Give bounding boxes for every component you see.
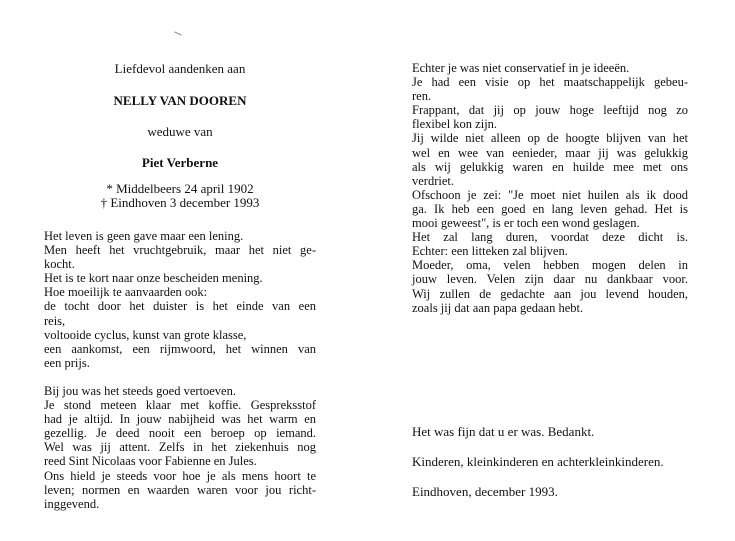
text-line: Hoe moeilijk te aanvaarden ook: [44,285,208,300]
text-line: Het leven is geen gave maar een lening. [44,229,244,243]
text-line: reis, [44,313,66,328]
text-line: Het is te kort naar onze bescheiden mening. [44,271,263,286]
text-line: Je had een visie op het maatschappelijk gebeu- [412,75,688,90]
text-line: ren. [412,89,432,104]
text-line: Bij jou was het steeds goed vertoeven. [44,383,236,398]
text-line: Ofschoon je zei: "Je moet niet huilen als ik dood [412,187,688,202]
text-line: Ons hield je steeds voor hoe je als mens hoort te [44,468,316,483]
text-line: Frappant, dat jij op jouw hoge leeftijd nog zo [412,103,688,118]
text-line: zoals jij dat aan papa gedaan hebt. [412,300,584,315]
text-line: als wij gelukkig waren en huilde mee met ons [412,159,688,174]
text-line: inggevend. [44,496,100,511]
text-line: een prijs. [44,355,90,370]
text-line: Echter je was niet conservatief in je ideeën. [412,61,630,75]
family-line: Kinderen, kleinkinderen en achterkleinkinderen. [412,454,664,469]
text-line: leven; normen en waarden waren voor jou richt- [44,482,316,497]
text-line: gezellig. Je deed nooit een beroep op iemand. [44,426,316,441]
text-line: verdriet. [412,173,454,188]
text-line: ga. Ik heb een goed en lang leven gehad. Het is [412,201,688,216]
thanks-line: Het was fijn dat u er was. Bedankt. [412,424,595,439]
text-line: Echter: een litteken zal blijven. [412,244,568,259]
text-line: Wel was jij attent. Zelfs in het ziekenhuis nog [44,440,316,455]
text-line: mooi geweest", is er toch een wond geslagen. [412,216,640,231]
right-column [412,61,688,315]
text-line: Moeder, oma, velen hebben mogen delen in [412,258,688,273]
relation-line: weduwe van [147,124,213,139]
text-line: reed Sint Nicolaas voor Fabienne en Jules. [44,454,257,469]
birth-line: * Middelbeers 24 april 1902 [106,181,254,196]
text-line: voltooide cyclus, kunst van grote klasse, [44,327,247,342]
poem-stanza [44,229,316,370]
text-line: kocht. [44,257,75,272]
life-dates [44,182,316,210]
print-mark [174,31,182,35]
text-line: de tocht door het duister is het einde van een [44,299,316,314]
place-date-line: Eindhoven, december 1993. [412,484,558,499]
text-line: jouw leven. Velen zijn daar nu dankbaar voor. [412,272,688,287]
intro-line: Liefdevol aandenken aan [114,61,246,76]
deceased-name: NELLY VAN DOOREN [113,93,247,108]
spouse-name: Piet Verberne [141,155,219,170]
text-line: Jij wilde niet alleen op de hoogte blijven van het [412,131,688,146]
text-line: flexibel kon zijn. [412,117,498,132]
text-line: had je altijd. In jouw nabijheid was het warm en [44,412,316,427]
text-line: wel en wee van eenieder, maar jij was gelukkig [412,145,688,160]
text-line: Het zal lang duren, voordat deze dicht is. [412,230,688,245]
text-line: Je stond meteen klaar met koffie. Gespreksstof [44,398,316,413]
text-line: een aankomst, een rijmwoord, het winnen van [44,341,316,356]
left-column [44,61,316,511]
text-line: Men heeft het vruchtgebruik, maar het niet ge- [44,243,316,258]
text-line: Wij zullen de gedachte aan jou levend houden, [412,286,688,301]
tribute-paragraph [44,384,316,511]
death-line: † Eindhoven 3 december 1993 [100,195,260,210]
